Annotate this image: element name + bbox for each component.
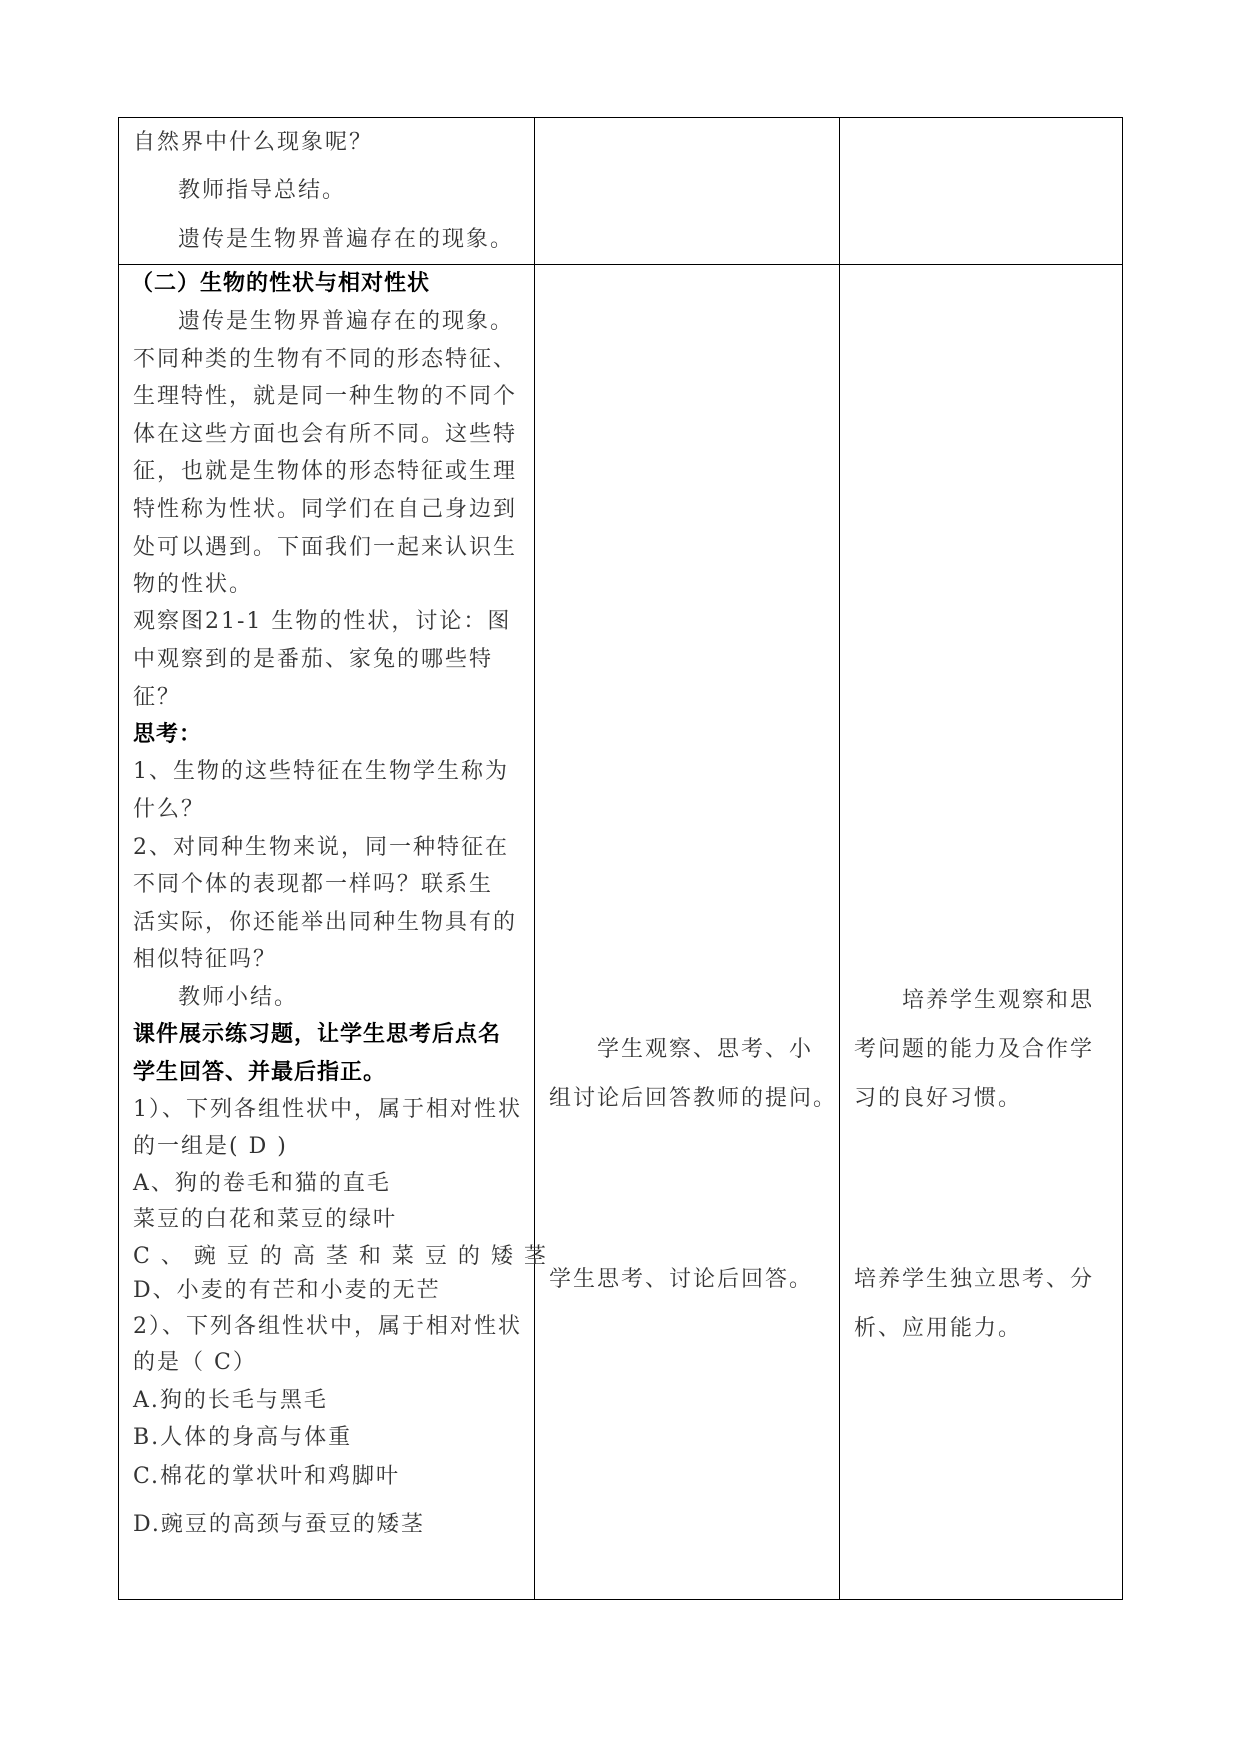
text-line: 征？	[133, 685, 182, 710]
goal-line: 培养学生独立思考、分	[854, 1267, 1095, 1292]
text-line: 活实际，你还能举出同种生物具有的	[133, 910, 518, 935]
text-line: 什么？	[133, 797, 206, 822]
goal-line: 析、应用能力。	[854, 1316, 1023, 1341]
question-line: 1）、下列各组性状中，属于相对性状	[133, 1097, 522, 1122]
question-line: C、豌豆的高茎和菜豆的矮茎	[133, 1244, 557, 1269]
text-line: 遗传是生物界普遍存在的现象。	[178, 309, 515, 334]
question-line: A.狗的长毛与黑毛	[133, 1388, 328, 1413]
activity-line: 学生思考、讨论后回答。	[549, 1267, 814, 1292]
text-line: 生理特性，就是同一种生物的不同个	[133, 384, 518, 409]
goal-line: 习的良好习惯。	[854, 1086, 1023, 1111]
text-line: 不同种类的生物有不同的形态特征、	[133, 347, 518, 372]
question-line: C.棉花的掌状叶和鸡脚叶	[133, 1464, 401, 1489]
text-line: 不同个体的表现都一样吗？联系生	[133, 872, 494, 897]
text-line: 相似特征吗？	[133, 947, 278, 972]
question-line: A、狗的卷毛和猫的直毛	[133, 1171, 391, 1196]
goal-line: 培养学生观察和思	[902, 988, 1095, 1013]
text-line: 遗传是生物界普遍存在的现象。	[178, 227, 515, 252]
section-heading: （二）生物的性状与相对性状	[131, 271, 431, 296]
table-row	[119, 265, 1123, 1600]
student-activity-cell	[535, 118, 840, 265]
design-intent-cell	[840, 265, 1123, 1600]
question-line: D.豌豆的高颈与蚕豆的矮茎	[133, 1512, 425, 1537]
text-line: 处可以遇到。下面我们一起来认识生	[133, 535, 518, 560]
activity-line: 学生观察、思考、小	[597, 1037, 814, 1062]
text-line: 中观察到的是番茄、家兔的哪些特	[133, 647, 494, 672]
goal-line: 考问题的能力及合作学	[854, 1037, 1095, 1062]
lesson-plan-table	[118, 117, 1123, 1600]
text-line: 1、生物的这些特征在生物学生称为	[133, 759, 509, 784]
text-line: 自然界中什么现象呢？	[133, 130, 374, 155]
question-line: 的是（ C）	[133, 1350, 257, 1375]
teaching-process-cell	[119, 265, 557, 1600]
activity-line: 组讨论后回答教师的提问。	[549, 1086, 838, 1111]
question-line: B.人体的身高与体重	[133, 1425, 353, 1450]
exercise-intro: 学生回答、并最后指正。	[133, 1060, 387, 1085]
teaching-process-cell	[119, 118, 535, 265]
text-line: 2、对同种生物来说，同一种特征在	[133, 835, 509, 860]
text-line: 特性称为性状。同学们在自己身边到	[133, 497, 518, 522]
question-line: 的一组是( D )	[133, 1134, 288, 1159]
exercise-intro: 课件展示练习题，让学生思考后点名	[133, 1022, 502, 1047]
text-line: 征，也就是生物体的形态特征或生理	[133, 459, 518, 484]
question-line: 菜豆的白花和菜豆的绿叶	[133, 1207, 398, 1232]
text-line: 教师指导总结。	[178, 178, 347, 203]
design-intent-cell	[840, 118, 1123, 265]
think-heading: 思考：	[133, 722, 203, 747]
text-line: 物的性状。	[133, 572, 254, 597]
text-line: 体在这些方面也会有所不同。这些特	[133, 422, 518, 447]
student-activity-cell	[535, 265, 840, 1600]
question-line: D、小麦的有芒和小麦的无芒	[133, 1278, 441, 1303]
text-line: 教师小结。	[178, 985, 299, 1010]
question-line: 2）、下列各组性状中，属于相对性状	[133, 1314, 522, 1339]
table-row	[119, 118, 1123, 265]
text-line: 观察图21-1 生物的性状，讨论：图	[133, 609, 512, 634]
